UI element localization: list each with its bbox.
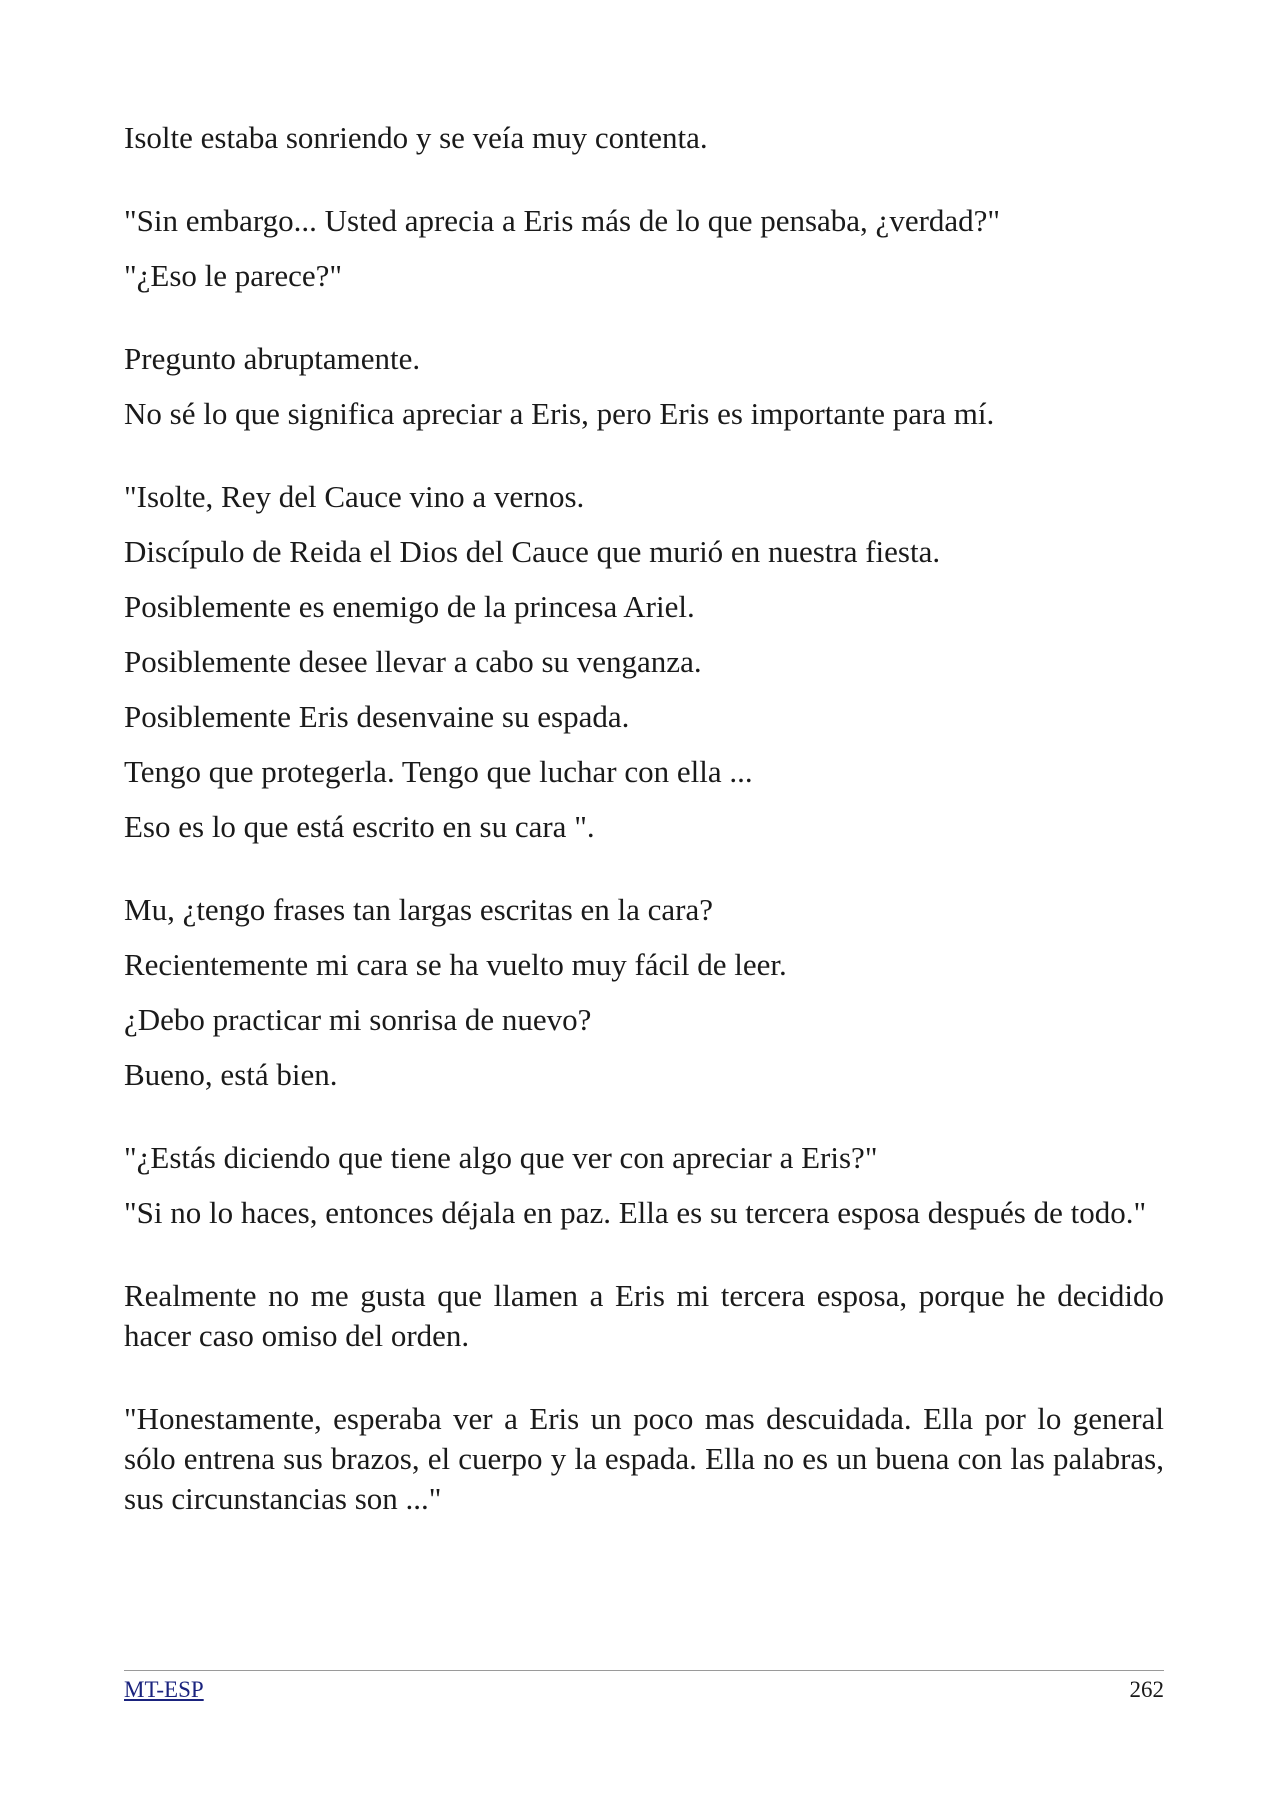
paragraph: Recientemente mi cara se ha vuelto muy fácil de leer. [124,947,787,982]
paragraph: Pregunto abruptamente. [124,341,421,376]
page-footer [124,1670,1164,1703]
paragraph: No sé lo que significa apreciar a Eris, pero Eris es importante para mí. [124,396,995,431]
paragraph: Discípulo de Reida el Dios del Cauce que murió en nuestra fiesta. [124,534,941,569]
paragraph: Posiblemente Eris desenvaine su espada. [124,699,630,734]
paragraph: Tengo que protegerla. Tengo que luchar con ella ... [124,754,753,789]
paragraph: Mu, ¿tengo frases tan largas escritas en la cara? [124,892,714,927]
paragraph: "¿Estás diciendo que tiene algo que ver con apreciar a Eris?" [124,1140,878,1175]
paragraph: Bueno, está bien. [124,1057,338,1092]
paragraph: "Isolte, Rey del Cauce vino a vernos. [124,479,585,514]
paragraph: Eso es lo que está escrito en su cara ". [124,809,595,844]
document-body [124,118,1164,1534]
paragraph: Posiblemente desee llevar a cabo su venganza. [124,644,702,679]
paragraph: Realmente no me gusta que llamen a Eris mi tercera esposa, porque he decidido hacer caso omiso del orden. [124,1278,1164,1353]
paragraph: Posiblemente es enemigo de la princesa Ariel. [124,589,695,624]
paragraph: "Si no lo haces, entonces déjala en paz. Ella es su tercera esposa después de todo." [124,1195,1147,1230]
paragraph: "Sin embargo... Usted aprecia a Eris más de lo que pensaba, ¿verdad?" [124,203,1001,238]
footer-source-link[interactable]: MT-ESP [124,1677,204,1702]
paragraph: ¿Debo practicar mi sonrisa de nuevo? [124,1002,592,1037]
paragraph: "¿Eso le parece?" [124,258,343,293]
paragraph: Isolte estaba sonriendo y se veía muy contenta. [124,120,708,155]
paragraph: "Honestamente, esperaba ver a Eris un poco mas descuidada. Ella por lo general sólo entrena sus brazos, el cuerpo y la espada. Ella no es un buena con las palabras, sus circunstancias son ..." [124,1401,1164,1516]
page-number: 262 [1129,1677,1164,1702]
